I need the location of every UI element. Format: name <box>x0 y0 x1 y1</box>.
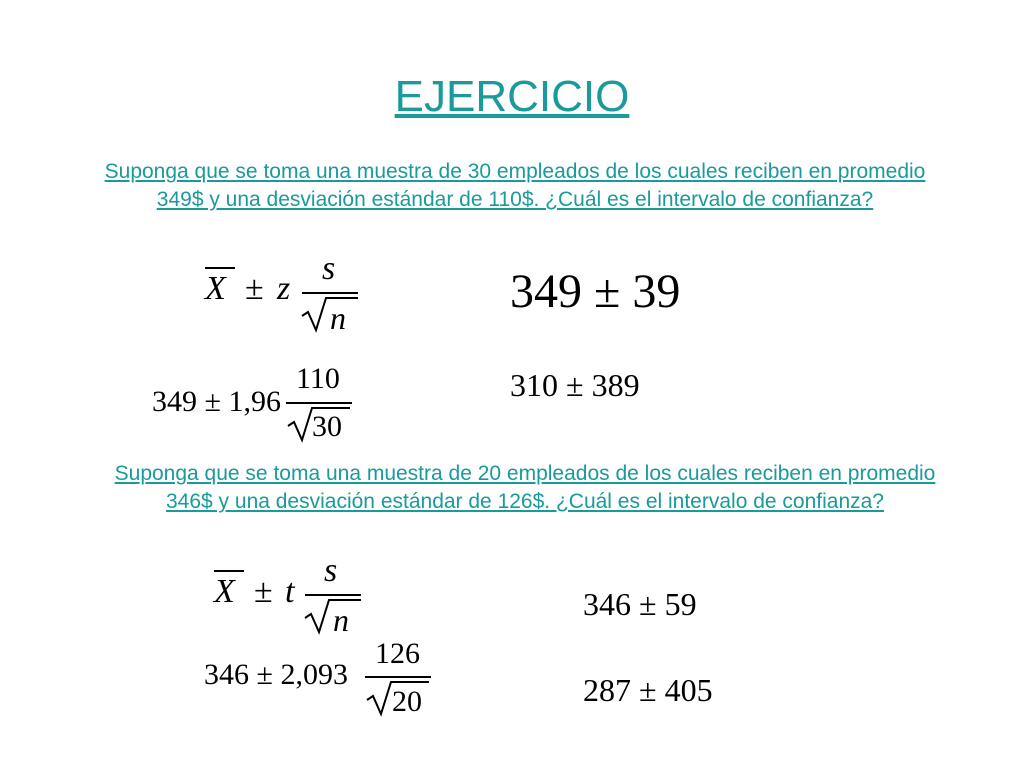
exercise-1-question[interactable]: Suponga que se toma una muestra de 30 empleados de los cuales reciben en promedio 349$ y una desviación estándar de 110$. ¿Cuál es el intervalo de confianza? <box>104 160 926 211</box>
substitution-numerator: 110 <box>296 362 340 395</box>
formula-denominator-n: n <box>333 602 349 638</box>
formula-numerator-s: s <box>322 250 336 287</box>
formula-denominator-n: n <box>330 300 346 336</box>
exercise-2-result: 346 ± 59 <box>583 586 697 622</box>
exercise-1-result: 349 ± 39 <box>510 265 681 318</box>
formula-pm: ± <box>254 573 273 610</box>
xbar-overline <box>214 570 244 572</box>
substitution-denominator: 20 <box>392 685 422 718</box>
formula-xbar: X <box>205 270 226 307</box>
formula-z: z <box>277 270 291 307</box>
formula-t: t <box>285 573 295 610</box>
formula-xbar: X <box>214 573 235 610</box>
exercise-2-question[interactable]: Suponga que se toma una muestra de 20 empleados de los cuales reciben en promedio 346$ y una desviación estándar de 126$. ¿Cuál es el intervalo de confianza? <box>114 462 936 513</box>
formula-numerator-s: s <box>324 552 338 589</box>
xbar-overline <box>205 267 235 269</box>
substitution-lead: 346 ± 2,093 <box>204 658 348 691</box>
substitution-numerator: 126 <box>375 637 420 670</box>
exercise-2-interval: 287 ± 405 <box>583 672 713 708</box>
substitution-lead: 349 ± 1,96 <box>152 385 281 418</box>
slide-title[interactable]: EJERCICIO <box>394 72 630 121</box>
formula-pm: ± <box>245 270 264 307</box>
substitution-denominator: 30 <box>312 410 342 443</box>
exercise-1-interval: 310 ± 389 <box>510 367 640 403</box>
